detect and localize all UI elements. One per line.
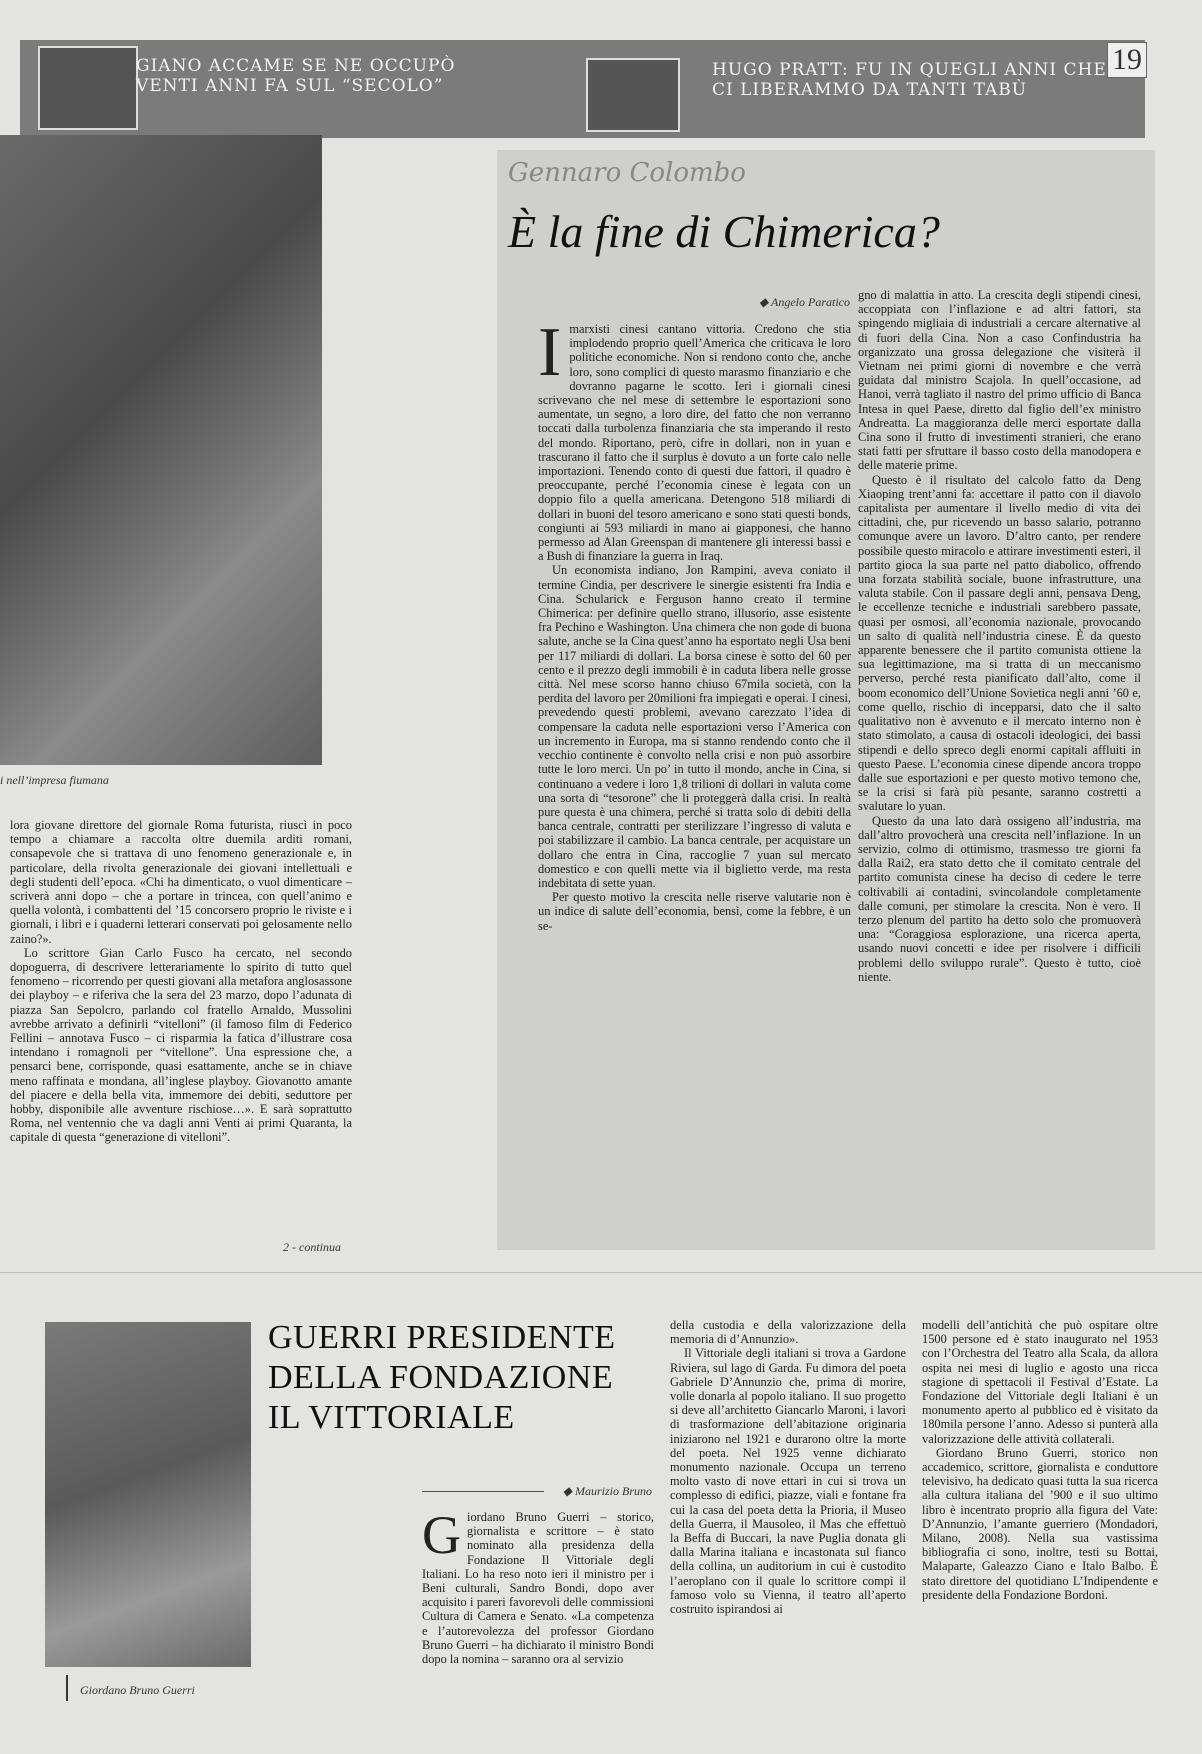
guerri-photo bbox=[45, 1322, 251, 1667]
guerri-column-3 bbox=[922, 1318, 1158, 1602]
soldiers-photo-caption: i nell’impresa fiumana bbox=[0, 773, 109, 787]
first-paragraph-text: iordano Bruno Guerri – storico, giornalista e scrittore – è stato nominato alla presidenza della Fondazione Il Vittoriale degli Italiani. Lo ha reso noto ieri il ministro per i Beni culturali, Sandro Bondi, dopo aver acquisito i pareri favorevoli delle commissioni Cultura di Camera e Senato. «La competenza e l’autorevolezza del professor Giordano Bruno Guerri – ha dichiarato il ministro Bondi dopo la nomina – saranno ora al servizio bbox=[422, 1510, 654, 1667]
guerri-article-title bbox=[268, 1318, 616, 1438]
guerri-paragraph: Il Vittoriale degli italiani si trova a Gardone Riviera, sul lago di Garda. Fu dimora del poeta Gabriele D’Annunzio che, prima di morire, volle donarla al popolo italiano. Il suo progetto si deve all’architetto Giancarlo Maroni, i lavori di trasformazione dell’abitazione originaria iniziarono nel 1921 e durarono oltre la morte del poeta. Nel 1925 venne dichiarato monumento nazionale. Occupa un terreno molto vasto di nove ettari in cui si trova un complesso di edifici, piazze, viali e fontane fra cui la casa del poeta detta la Prioria, il Museo della Guerra, il Mausoleo, il Mas che effettuò la Beffa di Buccari, la nave Puglia donata gli dalla Marina italiana e incastonata sul fianco della collina, un auditorium in cui è custodito l’aeroplano con il quale lo scrittore compì il famoso volo su Vienna, il teatro all’aperto costruito ispirandosi ai bbox=[670, 1346, 906, 1617]
left-column-paragraph: lora giovane direttore del giornale Roma futurista, riuscì in poco tempo a chiamare a raccolta oltre duemila arditi romani, consapevole che si trattava di uno fenomeno generazionale e, in particolare, della rivolta generazionale dei giovani intellettuali e degli studenti dell’epoca. «Chi ha dimenticato, o vuol dimenticare – scriverà anni dopo – che a portare in trincea, con quell’animo e quella volontà, i combattenti del ’15 concorsero proprio le riviste e i giornali, i libri e i quaderni letterari conservati poi gelosamente nello zaino?». bbox=[10, 818, 352, 946]
main-article-paragraph: Questo è il risultato del calcolo fatto da Deng Xiaoping trent’anni fa: accettare il patto con il diavolo capitalista per aumentare il livello medio di vita dei cittadini, che, pur ricevendo un basso salario, potranno comunque avere un lavoro. D’altro canto, per rendere possibile questo miracolo e attirare investimenti esteri, il partito gioca la sua parte nel patto diabolico, offrendo una forzata stabilità sociale, buone infrastrutture, una valuta stabile. Con il passare degli anni, pensava Deng, le eccellenze tecniche e industriali sarebbero passate, quasi per osmosi, all’economia nazionale, provocando un salto di qualità nell’industria cinese. È da questo apparente benessere che il partito comunista ottiene la sua legittimazione, ma si tratta di un meccanismo perverso, perché resta pianificato dall’alto, come il boom economico dell’Unione Sovietica negli anni ’60 e, come quello, rischio di incepparsi, dato che il salto qualitativo non è avvenuto e il mercato interno non è stato stimolato, a causa di ostacoli ideologici, dei bassi stipendi e dello spreco degli enormi capitali affluiti in questo Paese. L’economia cinese dipende ancora troppo dalle sue esportazioni e per questo motivo temono che, se la crisi si farà più pesante, saranno costretti a svalutare lo yuan. bbox=[858, 472, 1141, 814]
guerri-column-2 bbox=[670, 1318, 906, 1616]
continue-note: 2 - continua bbox=[283, 1240, 341, 1254]
main-article-paragraph: gno di malattia in atto. La crescita degli stipendi cinesi, accoppiata con l’inflazione e ad altri fattori, sta spingendo migliaia di industriali a cercare alternative al di fuori della Cina. Non a caso Confindustria ha organizzato una grossa delegazione che visiterà il Vietnam nei primi giorni di novembre e che verrà guidata dal ministro Scajola. In quell’occasione, ad Hanoi, verrà tagliato il nastro del primo ufficio di Banca Intesa in quel Paese, diretto dal figlio dell’ex ministro Andreatta. La maggioranza delle merci esportate dalla Cina sono il frutto di investimenti stranieri, che erano stati fatti per sfruttare il basso costo della manodopera e delle materie prime. bbox=[858, 288, 1141, 473]
guerri-paragraph: modelli dell’antichità che può ospitare oltre 1500 persone ed è stato inaugurato nel 1953 con l’Orchestra del Teatro alla Scala, da allora ospita nei mesi di luglio e agosto una ricca stagione di spettacoli il Festival d’Estate. La Fondazione del Vittoriale degli Italiani è un monumento aperto al pubblico ed è visitato da 180mila persone l’anno. Adesso si punterà alla valorizzazione delle attività collaterali. bbox=[922, 1318, 1158, 1446]
title-line: GUERRI PRESIDENTE bbox=[268, 1319, 616, 1356]
main-article-first-paragraph bbox=[538, 314, 851, 564]
byline-rule bbox=[422, 1491, 544, 1492]
guerri-paragraph: della custodia e della valorizzazione della memoria di d’Annunzio». bbox=[670, 1318, 906, 1347]
first-paragraph-text: marxisti cinesi cantano vittoria. Credono che stia implodendo proprio quell’America che criticava le loro politiche economiche. Non si rendono conto che, anche loro, sono complici di questo marasmo finanziario e che dovranno pagarne le scotto. Ieri i giornali cinesi scrivevano che nel mese di settembre le esportazioni sono aumentate, un segno, a loro dire, del fatto che non verranno toccati dalla turbolenza finanziaria che sta imperando il resto del mondo. Riportano, però, cifre in dollari, non in yuan e trascurano il fatto che il surplus è dovuto a un forte calo nelle importazioni. Tenendo conto di questi due fattori, il quadro è preoccupante, perché l’economia cinese è legata con un doppio filo a quella americana. Detengono 518 miliardi di dollari in buoni del tesoro americano e sono stati questi bonds, congiunti ai 593 miliardi in mano ai giapponesi, che hanno permesso ad Alan Greenspan di mantenere gli interessi bassi e a Bush di finanziare la guerra in Iraq. bbox=[538, 322, 851, 564]
left-column-paragraph: Lo scrittore Gian Carlo Fusco ha cercato, nel secondo dopoguerra, di descrivere letterariamente lo spirito di tutto quel fenomeno – ricorrendo per questi giovani alla metafora anglosassone dei playboy – e riferiva che la sera del 23 marzo, dopo l’adunata di piazza San Sepolcro, parlando col fratello Arnaldo, Mussolini avrebbe arrivato a definirli “vitelloni” (il famoso film di Federico Fellini – annotava Fusco – ci risparmia la fatica d’illustrare cosa intendano i romagnoli per “vitellone”. Una espressione che, a pensarci bene, corrisponde, quasi esattamente, anche se in chiave meno raffinata e mondana, all’inglese playboy. Giovanotto amante del piacere e della bella vita, immemore dei debiti, seduttore per hobby, disponibile alle avventure rischiose…». E sarà soprattutto Roma, nel ventennio che va dagli anni Venti ai primi Quaranta, la capitale di questa “generazione di vitelloni”. bbox=[10, 945, 353, 1145]
pratt-thumbnail-photo bbox=[586, 58, 680, 132]
guerri-article-byline: ◆ Maurizio Bruno bbox=[562, 1484, 652, 1498]
accame-thumbnail-photo bbox=[38, 46, 138, 130]
main-article-paragraph: Un economista indiano, Jon Rampini, aveva coniato il termine Cindia, per descrivere le sinergie esistenti fra India e Cina. Schularick e Ferguson hanno creato il termine Chimerica: per definire quello strano, illusorio, asse esistente fra Pechino e Washington. Una chimera che non gode di buona salute, anche se la Cina quest’anno ha esportato negli Usa beni per 117 miliardi di dollari. La borsa cinese è sotto del 60 per cento e il prezzo degli immobili è in caduta libera nelle grosse città. Nel mese scorso hanno chiuso 67mila società, con la perdita del lavoro per 20milioni fra impiegati e operai. I cinesi, prevedendo questi problemi, avevano carezzato l’idea di compensare la caduta nelle esportazioni verso l’America con un incremento in Europa, ma si stanno rendendo conto che il vecchio continente è convolto nella crisi e non può assorbire tutte le loro merci. Un po’ in tutto il mondo, anche in Cina, si continuano a vedere i loro 1,8 trilioni di dollari in valuta come una sorta di “tesorone” che li proteggerà dalla crisi. In realtà pure questa è una chimera, perché si tratta solo di debiti della banca centrale, contratti per sterilizzare l’ingresso di valuta e poi stabilizzare il cambio. La banca centrale, per acquistare un dollaro che entra in Cina, raccoglie 7 yuan sul mercato domestico e con quelli mette via il biglietto verde, ma resta indebitata di sette yuan. bbox=[538, 563, 851, 890]
page-header-band bbox=[20, 40, 1145, 138]
page-number: 19 bbox=[1107, 42, 1147, 78]
title-line: DELLA FONDAZIONE bbox=[268, 1359, 614, 1396]
title-line: IL VITTORIALE bbox=[268, 1399, 515, 1436]
guerri-column-1 bbox=[422, 1505, 654, 1667]
guerri-photo-caption: Giordano Bruno Guerri bbox=[80, 1683, 195, 1697]
header-left-headline: GIANO ACCAME SE NE OCCUPÒ VENTI ANNI FA SUL “SECOLO” bbox=[136, 56, 456, 96]
caption-rule bbox=[66, 1675, 68, 1701]
main-article-title: È la fine di Chimerica? bbox=[508, 206, 940, 257]
main-article-paragraph: Per questo motivo la crescita nelle riserve valutarie non è un indice di salute dell’economia, bensì, come la febbre, è un se- bbox=[538, 890, 851, 933]
author-signature: Gennaro Colombo bbox=[508, 158, 746, 188]
main-article-paragraph: Questo da una lato darà ossigeno all’industria, ma dall’altro provocherà una crescita nell’inflazione. In un servizio, colmo di ottimismo, trasmesso tre giorni fa dalla Rai2, era stato detto che il comitato centrale del partito comunista cinese ha deciso di cedere le terre coltivabili ai contadini, svincolandole completamente dalle comuni, per stimolare la crescita. Non è vero. Il terzo plenum del partito ha detto solo che promuoverà una: “Coraggiosa esplorazione, una ricerca aperta, usando nuovi concetti e idee per risolvere i difficili problemi dello sviluppo rurale”. Questo è tutto, cioè niente. bbox=[858, 813, 1141, 984]
main-article-byline: ◆ Angelo Paratico bbox=[759, 295, 850, 309]
header-right-headline: HUGO PRATT: FU IN QUEGLI ANNI CHE CI LIBERAMMO DA TANTI TABÙ bbox=[712, 60, 1107, 100]
main-article-column-1 bbox=[538, 314, 851, 933]
drop-cap: G bbox=[422, 1505, 461, 1565]
guerri-paragraph: Giordano Bruno Guerri, storico non accademico, scrittore, giornalista e conduttore televisivo, ha dedicato quasi tutta la sua ricerca alla cultura italiana del ’900 e il suo ultimo libro è incentrato proprio alla figura del Vate: D’Annunzio, l’amante guerriero (Mondadori, Milano, 2008). Nella sua vastissima bibliografia ci sono, inoltre, testi su Bottai, Malaparte, Galeazzo Ciano e Italo Balbo. È stato direttore del quotidiano L’Indipendente e presidente della Fondazione Bordoni. bbox=[922, 1445, 1158, 1602]
section-divider bbox=[0, 1272, 1202, 1273]
soldiers-photo bbox=[0, 135, 322, 765]
drop-cap: I bbox=[538, 314, 562, 391]
left-column-text bbox=[10, 818, 352, 1145]
main-article-column-2 bbox=[858, 288, 1141, 984]
guerri-first-paragraph bbox=[422, 1505, 654, 1667]
